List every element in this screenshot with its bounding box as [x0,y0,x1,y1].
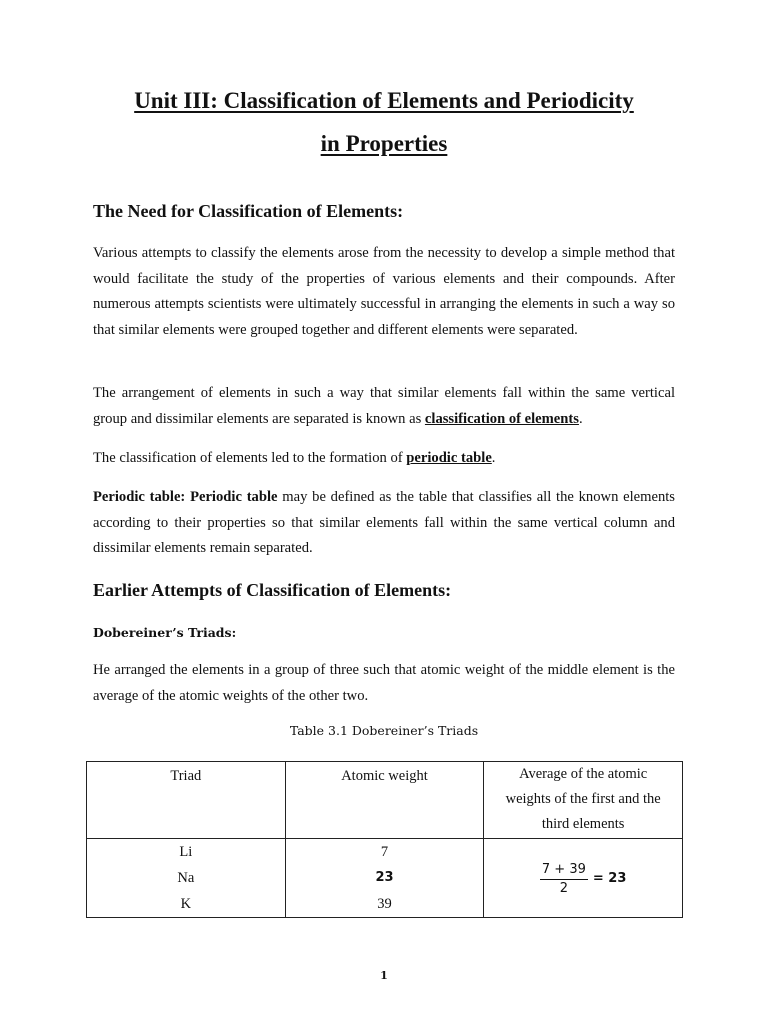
table-header-cell [484,762,683,839]
triads-table [86,761,683,918]
paragraph-text: . [578,410,583,427]
table-cell-weight [285,839,484,918]
cell-weight-middle: 23 [375,870,394,885]
cell-weight: 39 [377,896,392,912]
cell-element: Li [179,844,193,860]
paragraph-classification-definition [93,381,675,432]
page-number: 1 [380,969,388,982]
formula-result: = 23 [592,871,627,886]
fraction-denominator: 2 [559,880,569,896]
term-classification-of-elements: classification of elements [424,410,579,427]
subheading-dobereiner-triads: Dobereiner’s Triads: [93,625,237,640]
paragraph-text: The classification of elements led to the formation of [93,450,407,466]
cell-weight: 7 [380,844,389,860]
page-title-line-2: in Properties [320,131,448,156]
section-heading-need: The Need for Classification of Elements: [93,201,404,221]
fraction-numerator: 7 + 39 [540,862,588,880]
header-atomic-weight: Atomic weight [341,768,428,784]
header-average: Average of the atomic weights of the first and the third elements [505,766,661,832]
section-heading-earlier-attempts: Earlier Attempts of Classification of Elements: [93,580,452,600]
table-header-cell [285,762,484,839]
paragraph-need-intro: Various attempts to classify the elements arose from the necessity to develop a simple method that would facilitate the study of the properties of various elements and their compounds. After numerous attempts scientists were ultimately successful in arranging the elements in such a way so that similar elements were grouped together and different elements were separated. [93,245,675,338]
term-periodic-table: periodic table [406,450,492,466]
table-cell-triad [87,839,286,918]
cell-element: Na [177,870,195,886]
average-formula [540,862,627,896]
paragraph-text: may be defined as the table that classifies all the known elements according to their properties so that similar elements fall within the same vertical column and dissimilar elements remain separated. [93,489,675,556]
cell-element: K [180,896,192,912]
paragraph-periodic-table-definition [93,485,675,562]
table-caption: Table 3.1 Dobereiner’s Triads [289,723,479,738]
paragraph-text: The arrangement of elements in such a way that similar elements fall within the same vertical group and dissimilar elements are separated is known as [93,385,675,427]
header-triad: Triad [170,768,202,784]
paragraph-periodic-table-formation [93,446,675,472]
table-cell-average [484,839,683,918]
table-header-row [87,762,683,839]
paragraph-triads-description: He arranged the elements in a group of three such that atomic weight of the middle element is the average of the atomic weights of the other two. [93,662,675,704]
table-row [87,839,683,918]
fraction [540,862,588,896]
page-title-line-1: Unit III: Classification of Elements and Periodicity [134,88,634,113]
label-periodic-table: Periodic table: [93,489,186,505]
table-header-cell [87,762,286,839]
paragraph-text: . [491,450,496,466]
term-periodic-table-bold: Periodic table [190,489,278,505]
